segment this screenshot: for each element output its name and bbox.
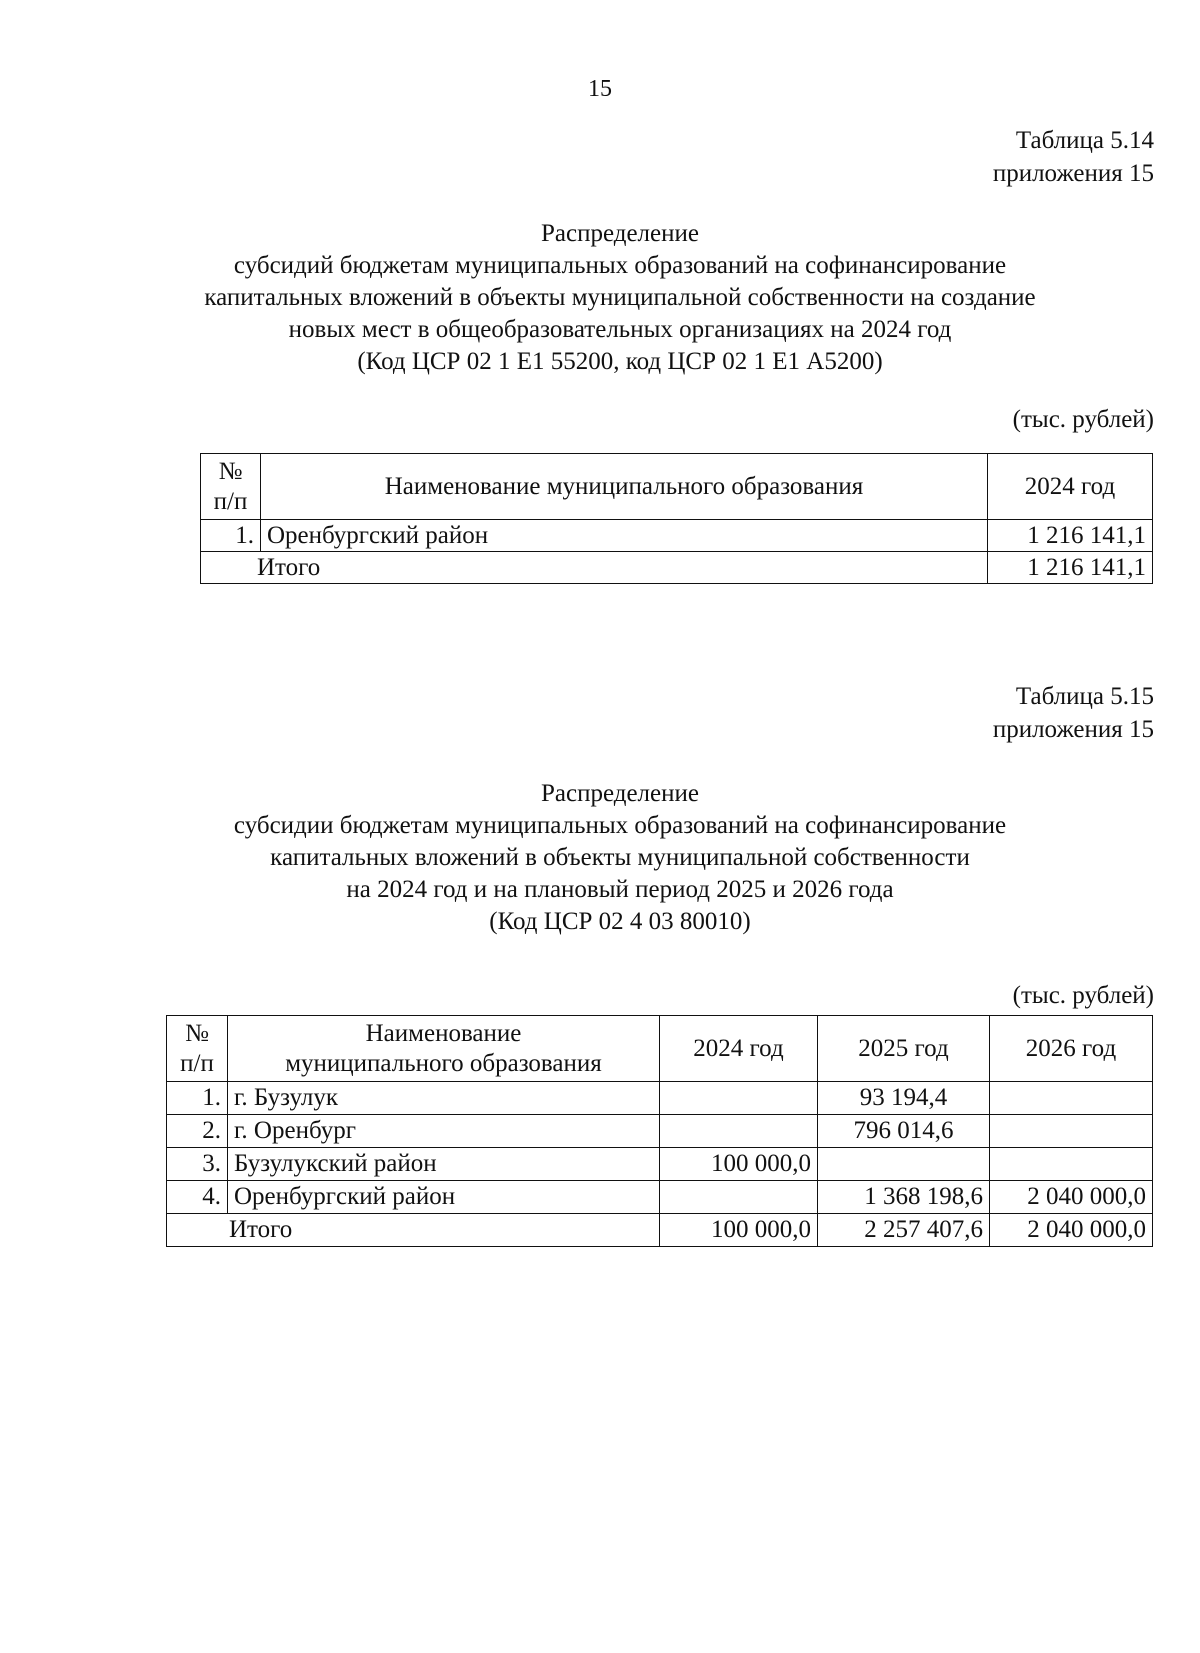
total-value-2025: 2 257 407,6	[818, 1214, 990, 1247]
header-cell-2024: 2024 год	[988, 454, 1153, 520]
header-cell-number: № п/п	[167, 1016, 228, 1082]
total-value-2024: 100 000,0	[660, 1214, 818, 1247]
heading-line: субсидии бюджетам муниципальных образований на софинансирование	[233, 812, 1007, 839]
row-number: 1.	[201, 520, 261, 552]
appendix-reference: приложения 15	[992, 160, 1154, 187]
row-number: 3.	[167, 1148, 228, 1181]
row-value-2025: 1 368 198,6	[818, 1181, 990, 1214]
row-name: г. Оренбург	[228, 1115, 660, 1148]
table-row	[167, 1115, 1153, 1148]
table-header-row	[201, 454, 1153, 520]
heading-line: субсидий бюджетам муниципальных образований на софинансирование	[233, 252, 1007, 279]
row-number: 1.	[167, 1082, 228, 1115]
heading-line: Распределение	[541, 780, 699, 807]
row-value-2024	[660, 1181, 818, 1214]
row-value-2024	[660, 1115, 818, 1148]
heading-line: капитальных вложений в объекты муниципальной собственности на создание	[204, 284, 1036, 311]
row-value-2026	[990, 1082, 1153, 1115]
row-value-2026	[990, 1148, 1153, 1181]
table-total-row	[201, 552, 1153, 584]
row-number: 2.	[167, 1115, 228, 1148]
heading-line: (Код ЦСР 02 1 Е1 55200, код ЦСР 02 1 Е1 А5200)	[357, 348, 883, 375]
appendix-reference: приложения 15	[992, 716, 1154, 743]
row-value-2024: 100 000,0	[660, 1148, 818, 1181]
heading-line: капитальных вложений в объекты муниципальной собственности	[270, 844, 970, 871]
header-cell-2024: 2024 год	[660, 1016, 818, 1082]
heading-line: на 2024 год и на плановый период 2025 и 2026 года	[346, 876, 894, 903]
table-heading	[0, 778, 1200, 938]
table-header-row	[167, 1016, 1153, 1082]
row-value-2025	[818, 1148, 990, 1181]
row-value-2024	[660, 1082, 818, 1115]
row-name: Бузулукский район	[228, 1148, 660, 1181]
unit-label: (тыс. рублей)	[1012, 982, 1154, 1009]
total-label: Итого	[201, 552, 988, 584]
heading-line: (Код ЦСР 02 4 03 80010)	[489, 908, 751, 935]
allocation-table-5-15	[166, 1015, 1153, 1247]
table-row	[167, 1181, 1153, 1214]
total-label: Итого	[167, 1214, 660, 1247]
page-number: 15	[588, 76, 612, 102]
header-cell-name: Наименование муниципального образования	[261, 454, 988, 520]
row-value-2026	[990, 1115, 1153, 1148]
table-number: Таблица 5.14	[1015, 127, 1154, 154]
row-value-2025: 93 194,4	[818, 1082, 990, 1115]
row-value-2026: 2 040 000,0	[990, 1181, 1153, 1214]
row-name: г. Бузулук	[228, 1082, 660, 1115]
total-value-2026: 2 040 000,0	[990, 1214, 1153, 1247]
header-cell-name: Наименование муниципального образования	[228, 1016, 660, 1082]
table-reference	[993, 680, 1154, 746]
allocation-table-5-14	[200, 453, 1153, 584]
header-cell-2025: 2025 год	[818, 1016, 990, 1082]
table-heading	[0, 218, 1200, 378]
row-name: Оренбургский район	[228, 1181, 660, 1214]
table-reference	[993, 124, 1154, 190]
heading-line: новых мест в общеобразовательных организациях на 2024 год	[288, 316, 952, 343]
table-total-row	[167, 1214, 1153, 1247]
table-row	[201, 520, 1153, 552]
row-name: Оренбургский район	[261, 520, 988, 552]
row-value-2025: 796 014,6	[818, 1115, 990, 1148]
table-number: Таблица 5.15	[1015, 683, 1154, 710]
row-number: 4.	[167, 1181, 228, 1214]
unit-label: (тыс. рублей)	[1012, 406, 1154, 433]
table-row	[167, 1148, 1153, 1181]
row-value-2024: 1 216 141,1	[988, 520, 1153, 552]
heading-line: Распределение	[541, 220, 699, 247]
table-row	[167, 1082, 1153, 1115]
total-value-2024: 1 216 141,1	[988, 552, 1153, 584]
header-cell-2026: 2026 год	[990, 1016, 1153, 1082]
header-cell-number: № п/п	[201, 454, 261, 520]
